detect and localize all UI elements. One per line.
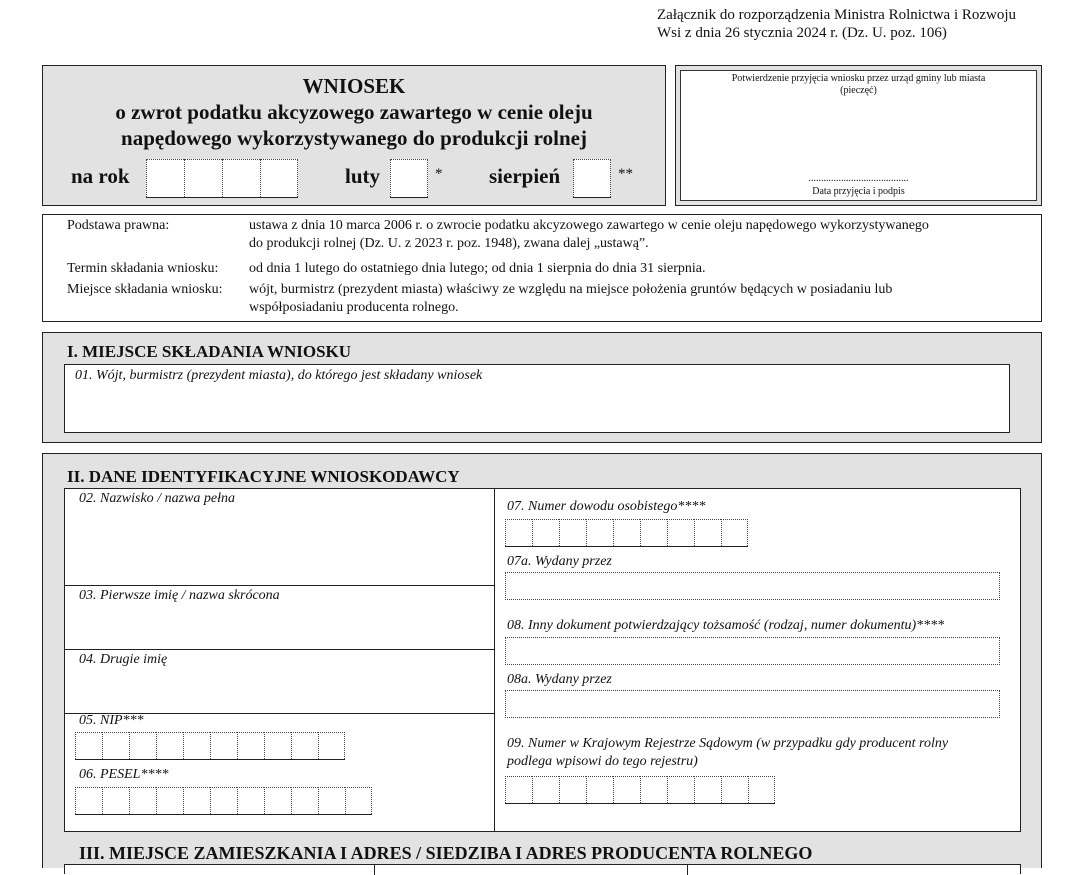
nip-digit-box[interactable] (183, 732, 210, 759)
stamp-area (680, 70, 1037, 201)
legal-basis-text-1: ustawa z dnia 10 marca 2006 r. o zwrocie podatku akcyzowego zawartego w cenie oleju napędowego wykorzystywanego (249, 218, 929, 233)
krs-digit-box[interactable] (532, 776, 559, 803)
field-09-label-1: 09. Numer w Krajowym Rejestrze Sądowym (w przypadku gdy producent rolny (507, 736, 949, 751)
legal-basis-label: Podstawa prawna: (67, 218, 170, 233)
section-1 (42, 332, 1042, 443)
year-digit-box[interactable] (222, 159, 260, 197)
pesel-digit-box[interactable] (129, 787, 156, 814)
krs-digit-box[interactable] (559, 776, 586, 803)
nip-digit-box[interactable] (291, 732, 318, 759)
info-box (42, 214, 1042, 322)
field-02-surname[interactable] (66, 509, 492, 583)
krs-digit-box[interactable] (694, 776, 721, 803)
section-2-title: II. DANE IDENTYFIKACYJNE WNIOSKODAWCY (67, 467, 460, 486)
field-07-id-number[interactable] (505, 519, 748, 547)
annex-line2: Wsi z dnia 26 stycznia 2024 r. (Dz. U. poz. 106) (657, 25, 947, 41)
krs-digit-box[interactable] (667, 776, 694, 803)
year-digit-box[interactable] (146, 159, 184, 197)
id-char-box[interactable] (721, 519, 748, 546)
stamp-box (675, 65, 1042, 206)
field-01-office[interactable] (64, 364, 1010, 433)
pesel-digit-box[interactable] (75, 787, 102, 814)
krs-digit-box[interactable] (505, 776, 532, 803)
column-divider (374, 865, 375, 875)
august-checkbox[interactable] (573, 159, 611, 198)
krs-digit-box[interactable] (613, 776, 640, 803)
pesel-digit-box[interactable] (210, 787, 237, 814)
column-divider (687, 865, 688, 875)
field-06-label: 06. PESEL**** (79, 767, 169, 782)
annex-line1: Załącznik do rozporządzenia Ministra Rolnictwa i Rozwoju (657, 7, 1017, 23)
august-footnote-mark: ** (618, 166, 633, 182)
year-field[interactable] (146, 159, 298, 198)
section-3-table (64, 864, 1021, 874)
section-2-table (64, 488, 1021, 832)
year-digit-box[interactable] (260, 159, 298, 197)
signature-dots: ........................................ (808, 173, 909, 184)
field-06-pesel[interactable] (75, 787, 372, 815)
form-subtitle-1: o zwrot podatku akcyzowego zawartego w cenie oleju (115, 100, 593, 124)
february-checkbox-cell[interactable] (390, 159, 428, 197)
stamp-caption: Potwierdzenie przyjęcia wniosku przez urząd gminy lub miasta (731, 73, 986, 84)
id-char-box[interactable] (667, 519, 694, 546)
legal-basis-text-2: do produkcji rolnej (Dz. U. z 2023 r. poz. 1948), zwana dalej „ustawą”. (249, 236, 649, 251)
field-05-label: 05. NIP*** (79, 713, 144, 728)
id-char-box[interactable] (505, 519, 532, 546)
id-char-box[interactable] (586, 519, 613, 546)
form-subtitle-2: napędowego wykorzystywanego do produkcji rolnej (121, 126, 587, 150)
deadline-text: od dnia 1 lutego do ostatniego dnia lutego; od dnia 1 sierpnia do dnia 31 sierpnia. (249, 261, 706, 276)
signature-label: Data przyjęcia i podpis (812, 186, 905, 197)
august-checkbox-cell[interactable] (573, 159, 611, 197)
year-digit-box[interactable] (184, 159, 222, 197)
field-08-label: 08. Inny dokument potwierdzający tożsamość (rodzaj, numer dokumentu)**** (507, 618, 945, 633)
section-3-title: III. MIEJSCE ZAMIESZKANIA I ADRES / SIEDZIBA I ADRES PRODUCENTA ROLNEGO (79, 843, 813, 863)
field-04-second-name[interactable] (66, 670, 492, 711)
deadline-label: Termin składania wniosku: (67, 261, 219, 276)
february-footnote-mark: * (435, 166, 443, 182)
id-char-box[interactable] (640, 519, 667, 546)
field-02-label: 02. Nazwisko / nazwa pełna (79, 491, 235, 506)
id-char-box[interactable] (559, 519, 586, 546)
february-label: luty (345, 164, 381, 188)
field-08a-issued-by[interactable] (505, 690, 1000, 718)
field-07a-label: 07a. Wydany przez (507, 554, 612, 569)
pesel-digit-box[interactable] (237, 787, 264, 814)
field-07a-issued-by[interactable] (505, 572, 1000, 600)
pesel-digit-box[interactable] (183, 787, 210, 814)
stamp-caption-seal: (pieczęć) (840, 85, 877, 96)
krs-digit-box[interactable] (721, 776, 748, 803)
field-04-label: 04. Drugie imię (79, 652, 168, 667)
nip-digit-box[interactable] (102, 732, 129, 759)
id-char-box[interactable] (694, 519, 721, 546)
nip-digit-box[interactable] (318, 732, 345, 759)
february-checkbox[interactable] (390, 159, 428, 198)
row-divider (65, 649, 494, 650)
form-title: WNIOSEK (302, 74, 406, 98)
annex-note (657, 6, 1016, 42)
section-1-title: I. MIEJSCE SKŁADANIA WNIOSKU (67, 342, 352, 361)
field-07-label: 07. Numer dowodu osobistego**** (507, 499, 706, 514)
nip-digit-box[interactable] (129, 732, 156, 759)
nip-digit-box[interactable] (264, 732, 291, 759)
field-05-nip[interactable] (75, 732, 345, 760)
place-label: Miejsce składania wniosku: (67, 282, 223, 297)
nip-digit-box[interactable] (237, 732, 264, 759)
column-divider (494, 489, 495, 832)
pesel-digit-box[interactable] (318, 787, 345, 814)
field-01-label: 01. Wójt, burmistrz (prezydent miasta), do którego jest składany wniosek (75, 368, 483, 383)
nip-digit-box[interactable] (156, 732, 183, 759)
nip-digit-box[interactable] (75, 732, 102, 759)
krs-digit-box[interactable] (640, 776, 667, 803)
place-text-1: wójt, burmistrz (prezydent miasta) właściwy ze względu na miejsce położenia gruntów będących w posiadaniu lub (249, 282, 893, 297)
pesel-digit-box[interactable] (345, 787, 372, 814)
pesel-digit-box[interactable] (264, 787, 291, 814)
field-08a-label: 08a. Wydany przez (507, 672, 612, 687)
field-08-other-document[interactable] (505, 637, 1000, 665)
year-label: na rok (71, 164, 130, 188)
august-label: sierpień (489, 164, 561, 188)
field-09-krs[interactable] (505, 776, 775, 804)
field-03-label: 03. Pierwsze imię / nazwa skrócona (79, 588, 280, 603)
id-char-box[interactable] (532, 519, 559, 546)
field-03-first-name[interactable] (66, 606, 492, 647)
section-2 (42, 453, 1042, 868)
pesel-digit-box[interactable] (102, 787, 129, 814)
krs-digit-box[interactable] (586, 776, 613, 803)
id-char-box[interactable] (613, 519, 640, 546)
place-text-2: współposiadaniu producenta rolnego. (249, 300, 459, 315)
krs-digit-box[interactable] (748, 776, 775, 803)
pesel-digit-box[interactable] (156, 787, 183, 814)
pesel-digit-box[interactable] (291, 787, 318, 814)
nip-digit-box[interactable] (210, 732, 237, 759)
row-divider (65, 585, 494, 586)
title-box (42, 65, 666, 206)
field-09-label-2: podlega wpisowi do tego rejestru) (507, 754, 698, 769)
